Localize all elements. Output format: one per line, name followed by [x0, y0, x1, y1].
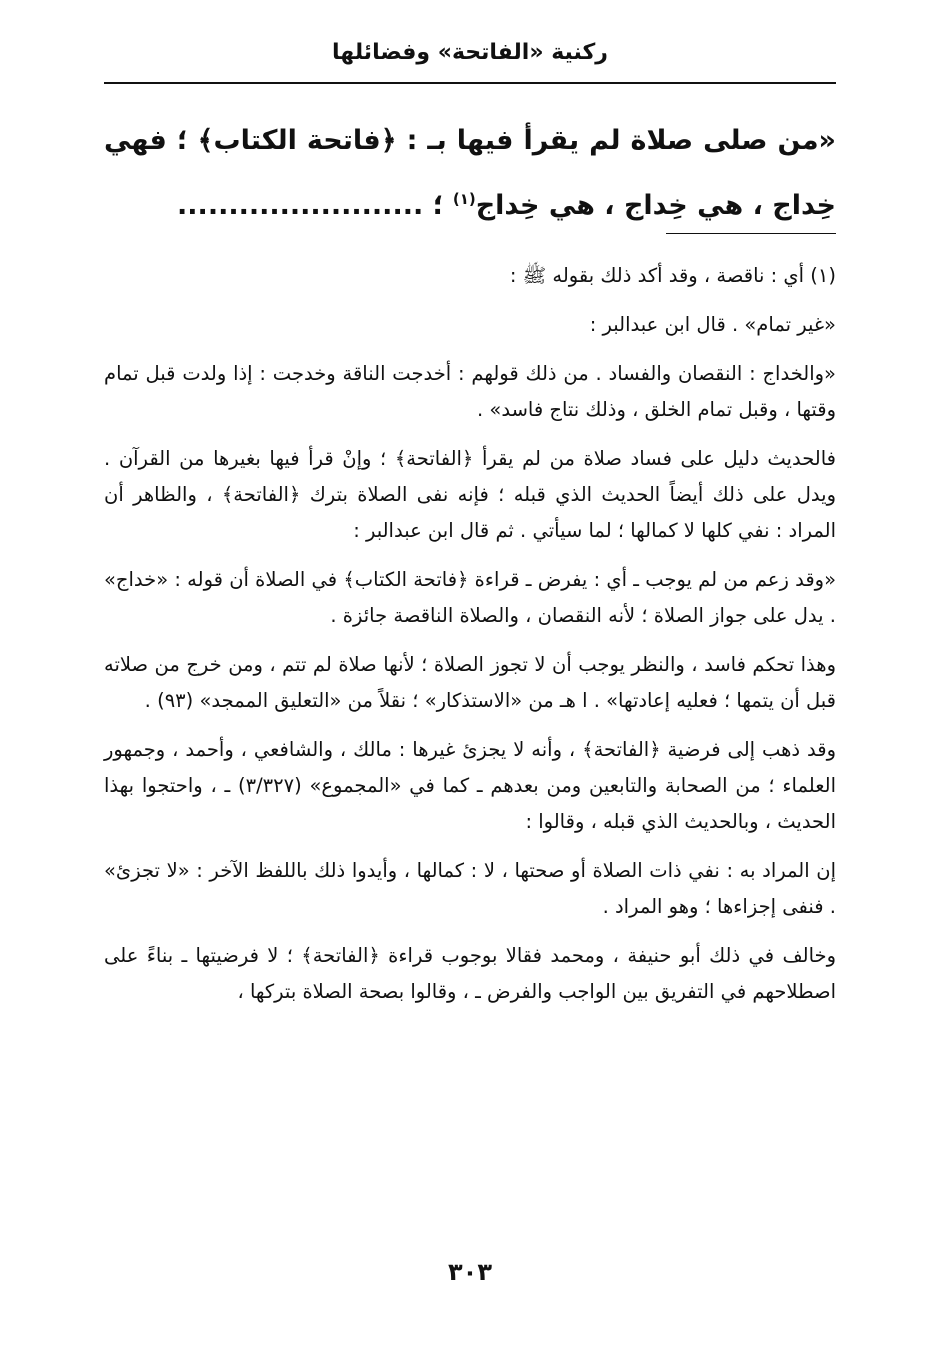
footnote-separator: [666, 233, 836, 234]
hadith-body: «من صلى صلاة لم يقرأ فيها بـ : ﴿فاتحة الكتاب﴾ ؛ فهي خِداج ، هي خِداج ، هي خِداج: [104, 125, 836, 221]
hadith-end: ؛ ........................: [177, 190, 444, 221]
footnotes: [104, 258, 836, 1023]
running-header: ركنية «الفاتحة» وفضائلها: [332, 40, 608, 65]
hadith-text: [104, 112, 836, 235]
footnote-paragraph: وهذا تحكم فاسد ، والنظر يوجب أن لا تجوز الصلاة ؛ لأنها صلاة لم تتم ، ومن خرج من صلاته قبل أن يتمها ؛ فعليه إعادتها» . ا هـ من «الاستذكار» ؛ نقلاً من «التعليق الممجد» (٩٣) .: [104, 653, 836, 712]
footnote-paragraph: «غير تمام» . قال ابن عبدالبر :: [589, 313, 836, 336]
footnote-paragraph: «والخداج : النقصان والفساد . من ذلك قولهم : أخدجت الناقة وخدجت : إذا ولدت قبل تمام وقتها ، وقبل تمام الخلق ، وذلك نتاج فاسد» .: [104, 362, 836, 421]
footnote-paragraph: إن المراد به : نفي ذات الصلاة أو صحتها ، لا : كمالها ، وأيدوا ذلك باللفظ الآخر : «لا تجزئ» . فنفى إجزاءها ؛ وهو المراد .: [104, 859, 836, 918]
footnote-paragraph: «وقد زعم من لم يوجب ـ أي : يفرض ـ قراءة ﴿فاتحة الكتاب﴾ في الصلاة أن قوله : «خداج» . يدل على جواز الصلاة ؛ لأنه النقصان ، والصلاة الناقصة جائزة .: [104, 568, 836, 627]
header-rule: [104, 82, 836, 84]
page-number: ٣٠٣: [448, 1258, 492, 1286]
footnote-paragraph: فالحديث دليل على فساد صلاة من لم يقرأ ﴿الفاتحة﴾ ؛ وإنْ قرأ فيها بغيرها من القرآن . ويدل على ذلك أيضاً الحديث الذي قبله ؛ فإنه نفى الصلاة بترك ﴿الفاتحة﴾ ، والظاهر أن المراد : نفي كلها لا كمالها ؛ لما سيأتي . ثم قال ابن عبدالبر :: [104, 447, 836, 542]
footnote-paragraph: (١) أي : ناقصة ، وقد أكد ذلك بقوله ﷺ :: [509, 264, 836, 287]
footnote-marker: (١): [452, 190, 476, 208]
footnote-paragraph: وخالف في ذلك أبو حنيفة ، ومحمد فقالا بوجوب قراءة ﴿الفاتحة﴾ ؛ لا فرضيتها ـ بناءً على اصطلاحهم في التفريق بين الواجب والفرض ـ ، وقالوا بصحة الصلاة بتركها ،: [104, 944, 836, 1003]
footnote-paragraph: وقد ذهب إلى فرضية ﴿الفاتحة﴾ ، وأنه لا يجزئ غيرها : مالك ، والشافعي ، وأحمد ، وجمهور العلماء ؛ من الصحابة والتابعين ومن بعدهم ـ كما في «المجموع» (٣/٣٢٧) ـ ، واحتجوا بهذا الحديث ، وبالحديث الذي قبله ، وقالوا :: [104, 738, 836, 833]
